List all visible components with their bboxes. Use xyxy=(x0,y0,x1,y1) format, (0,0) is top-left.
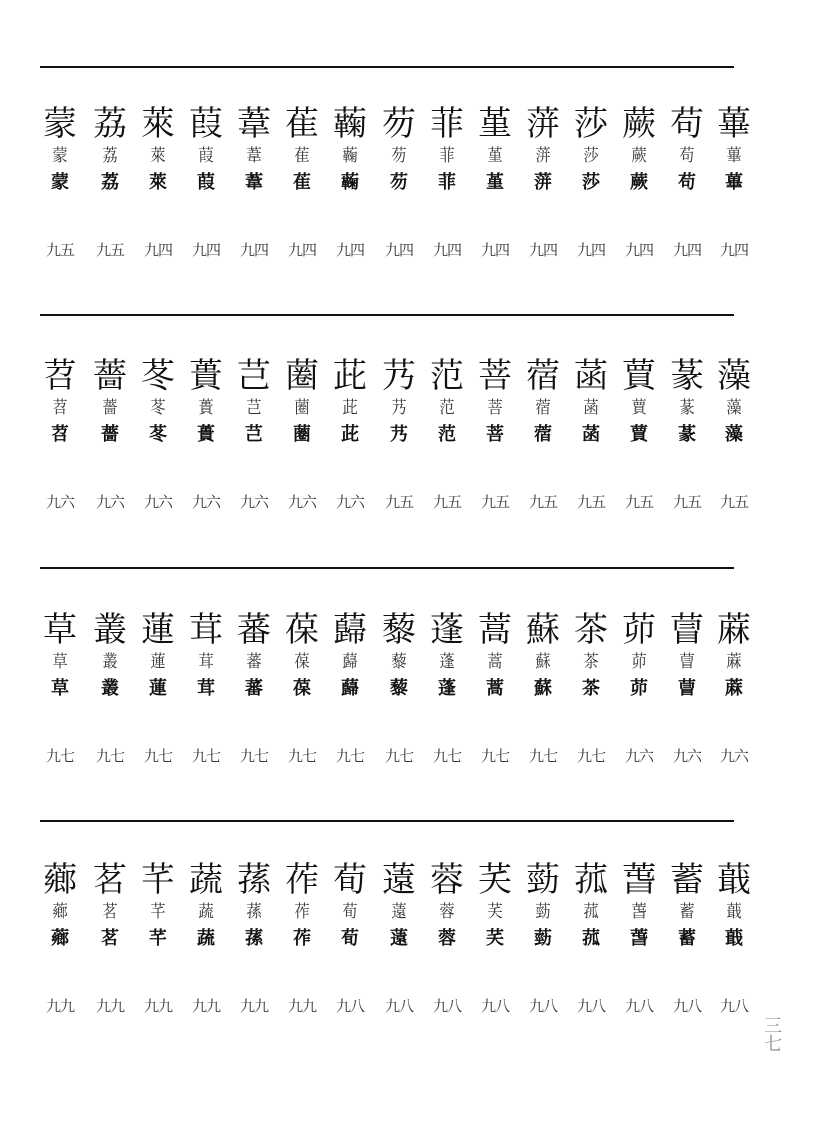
seal-script-character: 萑 xyxy=(294,146,310,166)
reference-character: 萺 xyxy=(678,678,696,699)
main-character: 蕒 xyxy=(622,356,656,396)
main-character: 苟 xyxy=(670,104,704,144)
reference-character: 菰 xyxy=(582,928,600,949)
page-reference: 九七 xyxy=(480,747,509,765)
seal-script-character: 苕 xyxy=(52,398,68,418)
page-reference: 九五 xyxy=(480,493,509,511)
page-reference: 九七 xyxy=(239,747,268,765)
main-character: 茆 xyxy=(622,610,656,650)
page-reference: 九六 xyxy=(95,493,124,511)
seal-script-character: 茶 xyxy=(583,652,599,672)
reference-character: 蓉 xyxy=(438,928,456,949)
main-character: 茶 xyxy=(574,610,608,650)
page-reference: 九五 xyxy=(719,493,748,511)
page-reference: 九七 xyxy=(191,747,220,765)
seal-script-character: 葦 xyxy=(246,146,262,166)
main-character: 蓮 xyxy=(141,610,175,650)
seal-script-character: 蓿 xyxy=(535,398,551,418)
seal-script-character: 茸 xyxy=(198,652,214,672)
reference-character: 蘇 xyxy=(534,678,552,699)
seal-script-character: 葆 xyxy=(294,652,310,672)
page-reference: 九四 xyxy=(287,241,316,259)
main-character: 蓄 xyxy=(670,860,704,900)
seal-script-character: 荀 xyxy=(342,902,358,922)
page-reference: 九六 xyxy=(191,493,220,511)
main-character: 莋 xyxy=(285,860,319,900)
page-reference: 九四 xyxy=(143,241,172,259)
main-character: 芴 xyxy=(382,104,416,144)
main-character: 蓱 xyxy=(526,104,560,144)
seal-script-character: 叢 xyxy=(102,652,118,672)
page-reference: 九七 xyxy=(335,747,364,765)
main-character: 芺 xyxy=(478,860,512,900)
seal-script-character: 蕒 xyxy=(631,398,647,418)
seal-script-character: 藻 xyxy=(726,398,742,418)
main-character: 菰 xyxy=(574,860,608,900)
page-reference: 九五 xyxy=(528,493,557,511)
main-character: 薌 xyxy=(43,860,77,900)
main-character: 茸 xyxy=(189,610,223,650)
seal-script-character: 蘬 xyxy=(342,652,358,672)
main-character: 葭 xyxy=(189,104,223,144)
main-character: 范 xyxy=(430,356,464,396)
page-reference: 九六 xyxy=(672,747,701,765)
reference-character: 葆 xyxy=(293,678,311,699)
main-character: 蘬 xyxy=(333,610,367,650)
seal-script-character: 蓽 xyxy=(726,146,742,166)
main-character: 芑 xyxy=(237,356,271,396)
main-character: 荀 xyxy=(333,860,367,900)
reference-character: 薳 xyxy=(390,928,408,949)
reference-character: 蓮 xyxy=(149,678,167,699)
main-character: 萊 xyxy=(141,104,175,144)
seal-script-character: 蓀 xyxy=(246,902,262,922)
reference-character: 藻 xyxy=(725,424,743,445)
main-character: 叢 xyxy=(93,610,127,650)
reference-character: 蒙 xyxy=(51,172,69,193)
reference-character: 草 xyxy=(51,678,69,699)
reference-character: 藜 xyxy=(390,678,408,699)
main-character: 莎 xyxy=(574,104,608,144)
page-reference: 九八 xyxy=(672,997,701,1015)
seal-script-character: 菡 xyxy=(583,398,599,418)
reference-character: 芺 xyxy=(486,928,504,949)
main-character: 蔴 xyxy=(717,610,751,650)
main-character: 萅 xyxy=(622,860,656,900)
page-reference: 九九 xyxy=(287,997,316,1015)
main-character: 堇 xyxy=(478,104,512,144)
reference-character: 范 xyxy=(438,424,456,445)
main-character: 芊 xyxy=(141,860,175,900)
page-reference: 九五 xyxy=(672,493,701,511)
seal-script-character: 芊 xyxy=(150,902,166,922)
main-character: 蕢 xyxy=(189,356,223,396)
reference-character: 蘬 xyxy=(341,678,359,699)
seal-script-character: 菰 xyxy=(583,902,599,922)
reference-character: 荀 xyxy=(341,928,359,949)
seal-script-character: 蕃 xyxy=(246,652,262,672)
reference-character: 菡 xyxy=(582,424,600,445)
page-reference: 九六 xyxy=(287,493,316,511)
page-reference: 九八 xyxy=(528,997,557,1015)
reference-character: 蒃 xyxy=(678,424,696,445)
reference-character: 薌 xyxy=(51,928,69,949)
main-character: 艿 xyxy=(382,356,416,396)
page-reference: 九五 xyxy=(384,493,413,511)
page-reference: 九九 xyxy=(239,997,268,1015)
page-reference: 九四 xyxy=(384,241,413,259)
seal-script-character: 萺 xyxy=(679,652,695,672)
page-reference: 九六 xyxy=(143,493,172,511)
page-reference: 九七 xyxy=(528,747,557,765)
reference-character: 萑 xyxy=(293,172,311,193)
reference-character: 葭 xyxy=(197,172,215,193)
page-reference: 九七 xyxy=(143,747,172,765)
seal-script-character: 苟 xyxy=(679,146,695,166)
seal-script-character: 薌 xyxy=(52,902,68,922)
page-reference: 九七 xyxy=(384,747,413,765)
page-reference: 九八 xyxy=(432,997,461,1015)
reference-character: 艿 xyxy=(390,424,408,445)
page-reference: 九九 xyxy=(45,997,74,1015)
reference-character: 莎 xyxy=(582,172,600,193)
main-character: 蒿 xyxy=(478,610,512,650)
reference-character: 葝 xyxy=(534,928,552,949)
seal-script-character: 菲 xyxy=(439,146,455,166)
reference-character: 葦 xyxy=(245,172,263,193)
seal-script-character: 堇 xyxy=(487,146,503,166)
reference-character: 蓀 xyxy=(245,928,263,949)
page-reference: 九九 xyxy=(95,997,124,1015)
main-character: 萺 xyxy=(670,610,704,650)
main-character: 藻 xyxy=(717,356,751,396)
page-reference: 九五 xyxy=(432,493,461,511)
page-reference: 九七 xyxy=(287,747,316,765)
rule-top xyxy=(40,66,734,68)
seal-script-character: 茈 xyxy=(342,398,358,418)
seal-script-character: 蓉 xyxy=(439,902,455,922)
main-character: 草 xyxy=(43,610,77,650)
page-reference: 九九 xyxy=(143,997,172,1015)
reference-character: 蒿 xyxy=(486,678,504,699)
reference-character: 苕 xyxy=(51,424,69,445)
main-character: 菩 xyxy=(478,356,512,396)
main-character: 蘜 xyxy=(333,104,367,144)
seal-script-character: 茆 xyxy=(631,652,647,672)
page-reference: 九四 xyxy=(191,241,220,259)
seal-script-character: 藜 xyxy=(391,652,407,672)
page-reference: 九五 xyxy=(576,493,605,511)
seal-script-character: 蒃 xyxy=(679,398,695,418)
reference-character: 茆 xyxy=(630,678,648,699)
seal-script-character: 蘜 xyxy=(342,146,358,166)
reference-character: 莋 xyxy=(293,928,311,949)
reference-character: 芑 xyxy=(245,424,263,445)
seal-script-character: 荔 xyxy=(102,146,118,166)
seal-script-character: 莎 xyxy=(583,146,599,166)
seal-script-character: 蔬 xyxy=(198,902,214,922)
page-reference: 九四 xyxy=(624,241,653,259)
reference-character: 茸 xyxy=(197,678,215,699)
page-reference: 九四 xyxy=(239,241,268,259)
page-reference: 九六 xyxy=(624,747,653,765)
rule-1 xyxy=(40,314,734,316)
seal-script-character: 薳 xyxy=(391,902,407,922)
rule-3 xyxy=(40,820,734,822)
seal-script-character: 范 xyxy=(439,398,455,418)
seal-script-character: 蕢 xyxy=(198,398,214,418)
reference-character: 蓱 xyxy=(534,172,552,193)
main-character: 蓿 xyxy=(526,356,560,396)
main-character: 蕨 xyxy=(622,104,656,144)
seal-script-character: 艿 xyxy=(391,398,407,418)
page-reference: 九五 xyxy=(95,241,124,259)
rule-2 xyxy=(40,567,734,569)
reference-character: 茈 xyxy=(341,424,359,445)
page-reference: 九八 xyxy=(719,997,748,1015)
page-reference: 九六 xyxy=(335,493,364,511)
main-character: 葆 xyxy=(285,610,319,650)
seal-script-character: 蕨 xyxy=(631,146,647,166)
reference-character: 叢 xyxy=(101,678,119,699)
folio-number: 三七 xyxy=(761,1016,782,1052)
seal-script-character: 萊 xyxy=(150,146,166,166)
main-character: 蓀 xyxy=(237,860,271,900)
reference-character: 蕺 xyxy=(725,928,743,949)
reference-character: 苳 xyxy=(149,424,167,445)
page-reference: 九四 xyxy=(432,241,461,259)
page-reference: 九七 xyxy=(95,747,124,765)
reference-character: 蓽 xyxy=(725,172,743,193)
page-reference: 九九 xyxy=(191,997,220,1015)
page-reference: 九四 xyxy=(335,241,364,259)
page-reference: 九六 xyxy=(45,493,74,511)
main-character: 萑 xyxy=(285,104,319,144)
seal-script-character: 薔 xyxy=(102,398,118,418)
seal-script-character: 蔴 xyxy=(726,652,742,672)
page-reference: 九四 xyxy=(719,241,748,259)
reference-character: 蕃 xyxy=(245,678,263,699)
seal-script-character: 蓬 xyxy=(439,652,455,672)
seal-script-character: 菩 xyxy=(487,398,503,418)
page-reference: 九七 xyxy=(45,747,74,765)
reference-character: 蕢 xyxy=(197,424,215,445)
main-character: 菡 xyxy=(574,356,608,396)
seal-script-character: 茗 xyxy=(102,902,118,922)
main-character: 茈 xyxy=(333,356,367,396)
page-reference: 九八 xyxy=(335,997,364,1015)
main-character: 苳 xyxy=(141,356,175,396)
main-character: 葦 xyxy=(237,104,271,144)
main-character: 蘇 xyxy=(526,610,560,650)
page-reference: 九四 xyxy=(576,241,605,259)
main-character: 蒙 xyxy=(43,104,77,144)
main-character: 葝 xyxy=(526,860,560,900)
seal-script-character: 蒙 xyxy=(52,146,68,166)
reference-character: 芴 xyxy=(390,172,408,193)
reference-character: 薔 xyxy=(101,424,119,445)
reference-character: 苟 xyxy=(678,172,696,193)
reference-character: 堇 xyxy=(486,172,504,193)
reference-character: 蓿 xyxy=(534,424,552,445)
page-reference: 九四 xyxy=(480,241,509,259)
page-reference: 九八 xyxy=(480,997,509,1015)
reference-character: 蓄 xyxy=(678,928,696,949)
reference-character: 芊 xyxy=(149,928,167,949)
page-reference: 九八 xyxy=(624,997,653,1015)
main-character: 蔨 xyxy=(285,356,319,396)
main-character: 蓉 xyxy=(430,860,464,900)
page-reference: 九六 xyxy=(239,493,268,511)
seal-script-character: 芴 xyxy=(391,146,407,166)
reference-character: 蕨 xyxy=(630,172,648,193)
seal-script-character: 萅 xyxy=(631,902,647,922)
seal-script-character: 芑 xyxy=(246,398,262,418)
main-character: 薔 xyxy=(93,356,127,396)
main-character: 苕 xyxy=(43,356,77,396)
main-character: 蓬 xyxy=(430,610,464,650)
main-character: 蓽 xyxy=(717,104,751,144)
reference-character: 蓬 xyxy=(438,678,456,699)
reference-character: 菩 xyxy=(486,424,504,445)
reference-character: 蔴 xyxy=(725,678,743,699)
reference-character: 蔨 xyxy=(293,424,311,445)
reference-character: 蘜 xyxy=(341,172,359,193)
seal-script-character: 葭 xyxy=(198,146,214,166)
main-character: 蔬 xyxy=(189,860,223,900)
page-reference: 九八 xyxy=(384,997,413,1015)
reference-character: 萊 xyxy=(149,172,167,193)
page-reference: 九七 xyxy=(432,747,461,765)
page-reference: 九八 xyxy=(576,997,605,1015)
seal-script-character: 草 xyxy=(52,652,68,672)
reference-character: 萅 xyxy=(630,928,648,949)
seal-script-character: 蕺 xyxy=(726,902,742,922)
reference-character: 蔬 xyxy=(197,928,215,949)
page-reference: 九四 xyxy=(672,241,701,259)
seal-script-character: 蔨 xyxy=(294,398,310,418)
main-character: 荔 xyxy=(93,104,127,144)
seal-script-character: 苳 xyxy=(150,398,166,418)
reference-character: 茗 xyxy=(101,928,119,949)
page-reference: 九五 xyxy=(624,493,653,511)
main-character: 薳 xyxy=(382,860,416,900)
main-character: 藜 xyxy=(382,610,416,650)
page-reference: 九六 xyxy=(719,747,748,765)
reference-character: 菲 xyxy=(438,172,456,193)
page-reference: 九五 xyxy=(45,241,74,259)
page-reference: 九四 xyxy=(528,241,557,259)
page-reference: 九七 xyxy=(576,747,605,765)
reference-character: 蕒 xyxy=(630,424,648,445)
main-character: 茗 xyxy=(93,860,127,900)
seal-script-character: 蘇 xyxy=(535,652,551,672)
main-character: 菲 xyxy=(430,104,464,144)
seal-script-character: 莋 xyxy=(294,902,310,922)
seal-script-character: 蓱 xyxy=(535,146,551,166)
seal-script-character: 蓄 xyxy=(679,902,695,922)
main-character: 蕃 xyxy=(237,610,271,650)
reference-character: 荔 xyxy=(101,172,119,193)
main-character: 蒃 xyxy=(670,356,704,396)
seal-script-character: 蒿 xyxy=(487,652,503,672)
reference-character: 茶 xyxy=(582,678,600,699)
main-character: 蕺 xyxy=(717,860,751,900)
seal-script-character: 芺 xyxy=(487,902,503,922)
seal-script-character: 葝 xyxy=(535,902,551,922)
seal-script-character: 蓮 xyxy=(150,652,166,672)
